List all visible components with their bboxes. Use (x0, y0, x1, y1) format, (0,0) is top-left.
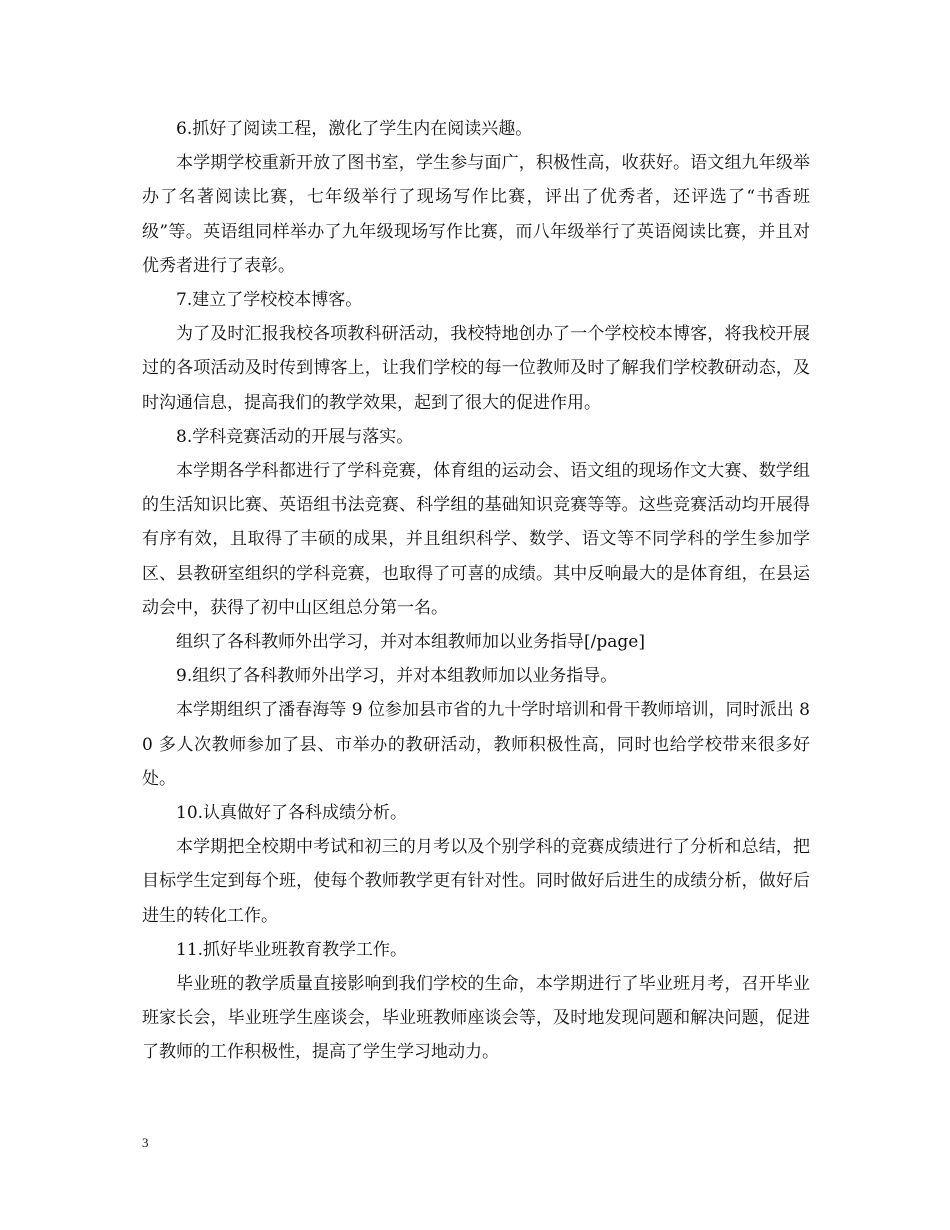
paragraph-heading-10: 10.认真做好了各科成绩分析。 (176, 803, 408, 824)
paragraph-reading-project: 本学期学校重新开放了图书室，学生参与面广，积极性高，收获好。语文组九年级举办了名著阅读比赛，七年级举行了现场写作比赛，评出了优秀者，还评选了“书香班级”等。英语组同样举办了九年级现场写作比赛，而八年级举行了英语阅读比赛，并且对优秀者进行了表彰。 (142, 153, 810, 276)
paragraph-graduating-class: 毕业班的教学质量直接影响到我们学校的生命，本学期进行了毕业班月考，召开毕业班家长会，毕业班学生座谈会，毕业班教师座谈会等，及时地发现问题和解决问题，促进了教师的工作积极性，提高了学生学习地动力。 (142, 974, 810, 1063)
paragraph-score-analysis: 本学期把全校期中考试和初三的月考以及个别学科的竞赛成绩进行了分析和总结，把目标学生定到每个班，使每个教师教学更有针对性。同时做好后进生的成绩分析，做好后进生的转化工作。 (142, 837, 810, 926)
paragraph-heading-6: 6.抓好了阅读工程，激化了学生内在阅读兴趣。 (176, 119, 533, 139)
document-body (142, 112, 810, 1070)
paragraph-heading-9: 9.组织了各科教师外出学习，并对本组教师加以业务指导。 (176, 666, 618, 687)
paragraph-teacher-training: 本学期组织了潘春海等 9 位参加县市省的九十学时培训和骨干教师培训，同时派出 80 多人次教师参加了县、市举办的教研活动，教师积极性高，同时也给学校带来很多好处。 (142, 700, 810, 789)
page-number: 3 (142, 1135, 149, 1150)
paragraph-heading-8: 8.学科竞赛活动的开展与落实。 (176, 426, 414, 447)
paragraph-subject-competitions: 本学期各学科都进行了学科竞赛，体育组的运动会、语文组的现场作文大赛、数学组的生活知识比赛、英语组书法竞赛、科学组的基础知识竞赛等等。这些竞赛活动均开展得有序有效，且取得了丰硕的成果，并且组织科学、数学、语文等不同学科的学生参加学区、县教研室组织的学科竞赛，也取得了可喜的成绩。其中反响最大的是体育组，在县运动会中，获得了初中山区组总分第一名。 (142, 461, 810, 618)
paragraph-page-marker: 组织了各科教师外出学习，并对本组教师加以业务指导[/page] (176, 632, 645, 653)
paragraph-school-blog: 为了及时汇报我校各项教科研活动，我校特地创办了一个学校校本博客，将我校开展过的各项活动及时传到博客上，让我们学校的每一位教师及时了解我们学校教研动态，及时沟通信息，提高我们的教学效果，起到了很大的促进作用。 (142, 324, 810, 413)
paragraph-heading-11: 11.抓好毕业班教育教学工作。 (176, 939, 408, 960)
paragraph-heading-7: 7.建立了学校校本博客。 (176, 290, 363, 311)
